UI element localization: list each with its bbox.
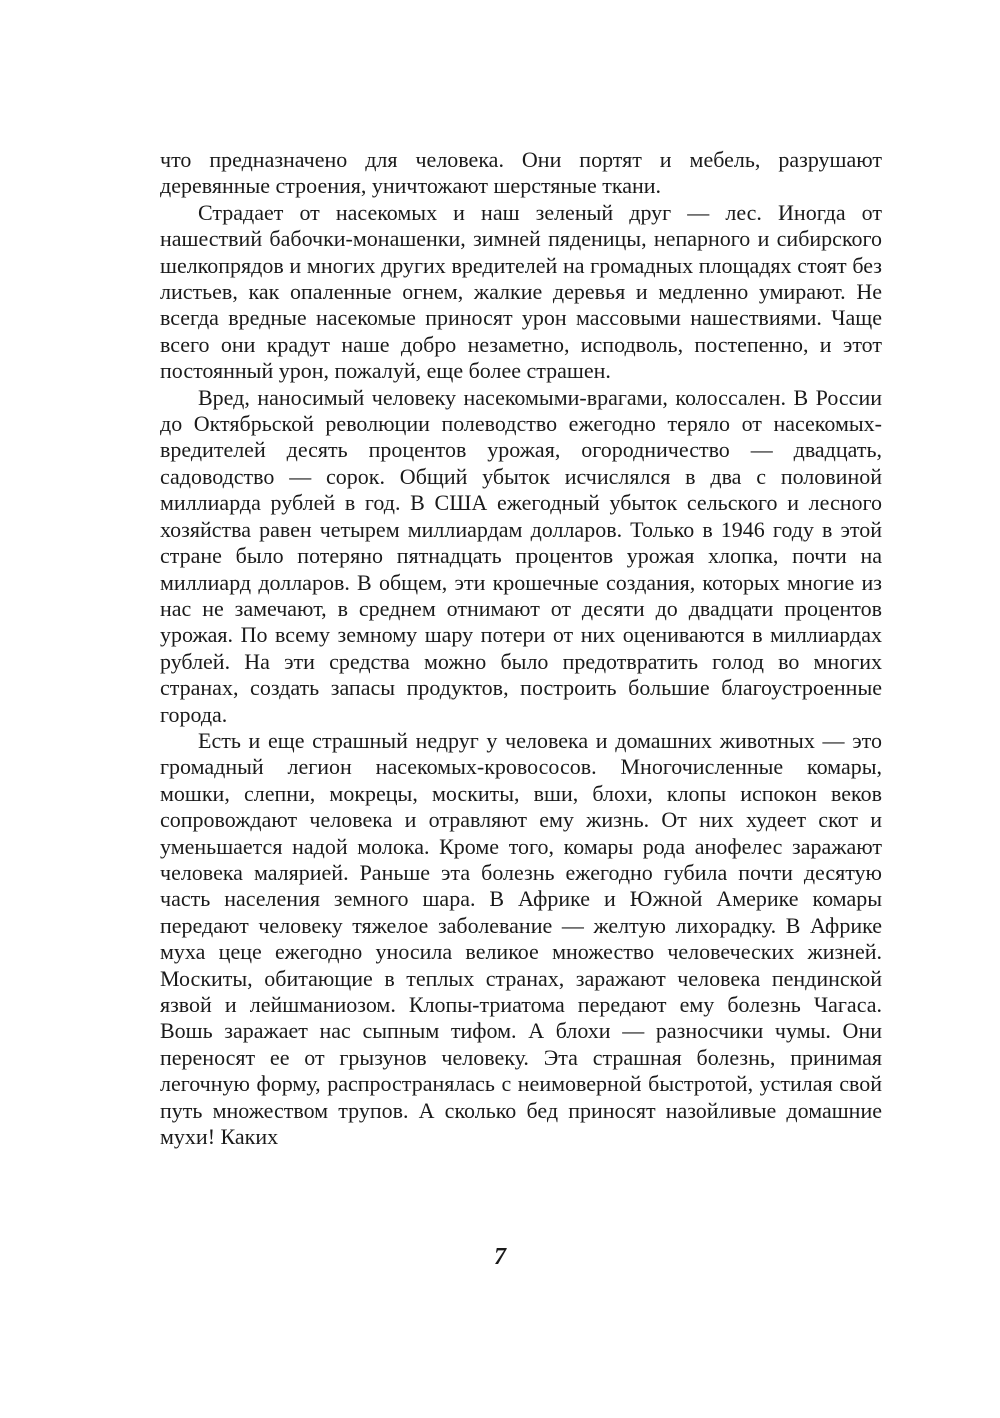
paragraph-1: что предназначено для человека. Они портят и мебель, разрушают деревянные строения, уничтожают шерстяные ткани. [160,147,882,199]
paragraph-4: Есть и еще страшный недруг у человека и домашних животных — это громадный легион насекомых-кровососов. Многочисленные комары, мошки, слепни, мокрецы, москиты, вши, блохи, клопы испокон веков сопровождают человека и отравляют ему жизнь. От них худеет скот и уменьшается надой молока. Кроме того, комары рода анофелес заражают человека малярией. Раньше эта болезнь ежегодно губила почти десятую часть населения земного шара. В Африке и Южной Америке комары передают человеку тяжелое заболевание — желтую лихорадку. В Африке муха цеце ежегодно уносила великое множество человеческих жизней. Москиты, обитающие в теплых странах, заражают человека пендинской язвой и лейшманиозом. Клопы-триатома передают ему болезнь Чагаса. Вошь заражает нас сыпным тифом. А блохи — разносчики чумы. Они переносят ее от грызунов человеку. Эта страшная болезнь, принимая легочную форму, распространялась с неимоверной быстротой, устилая свой путь множеством трупов. А сколько бед приносят назойливые домашние мухи! Каких [160,727,882,1150]
paragraph-3: Вред, наносимый человеку насекомыми-врагами, колоссален. В России до Октябрьской революции полеводство ежегодно теряло от насекомых-вредителей десять процентов урожая, огородничество — двадцать, садоводство — сорок. Общий убыток исчислялся в два с половиной миллиарда рублей в год. В США ежегодный убыток сельского и лесного хозяйства равен четырем миллиардам долларов. Только в 1946 году в этой стране было потеряно пятнадцать процентов урожая хлопка, почти на миллиард долларов. В общем, эти крошечные создания, которых многие из нас не замечают, в среднем отнимают от десяти до двадцати процентов урожая. По всему земному шару потери от них оцениваются в миллиардах рублей. На эти средства можно было предотвратить голод во многих странах, создать запасы продуктов, построить большие благоустроенные города. [160,384,882,727]
page-number: 7 [494,1244,506,1270]
paragraph-2: Страдает от насекомых и наш зеленый друг — лес. Иногда от нашествий бабочки-монашенки, зимней пяденицы, непарного и сибирского шелкопрядов и многих других вредителей на громадных площадях стоят без листьев, как опаленные огнем, жалкие деревья и медленно умирают. Не всегда вредные насекомые приносят урон массовыми нашествиями. Чаще всего они крадут наше добро незаметно, исподволь, постепенно, и этот постоянный урон, пожалуй, еще более страшен. [160,199,882,384]
body-text [160,147,882,1150]
